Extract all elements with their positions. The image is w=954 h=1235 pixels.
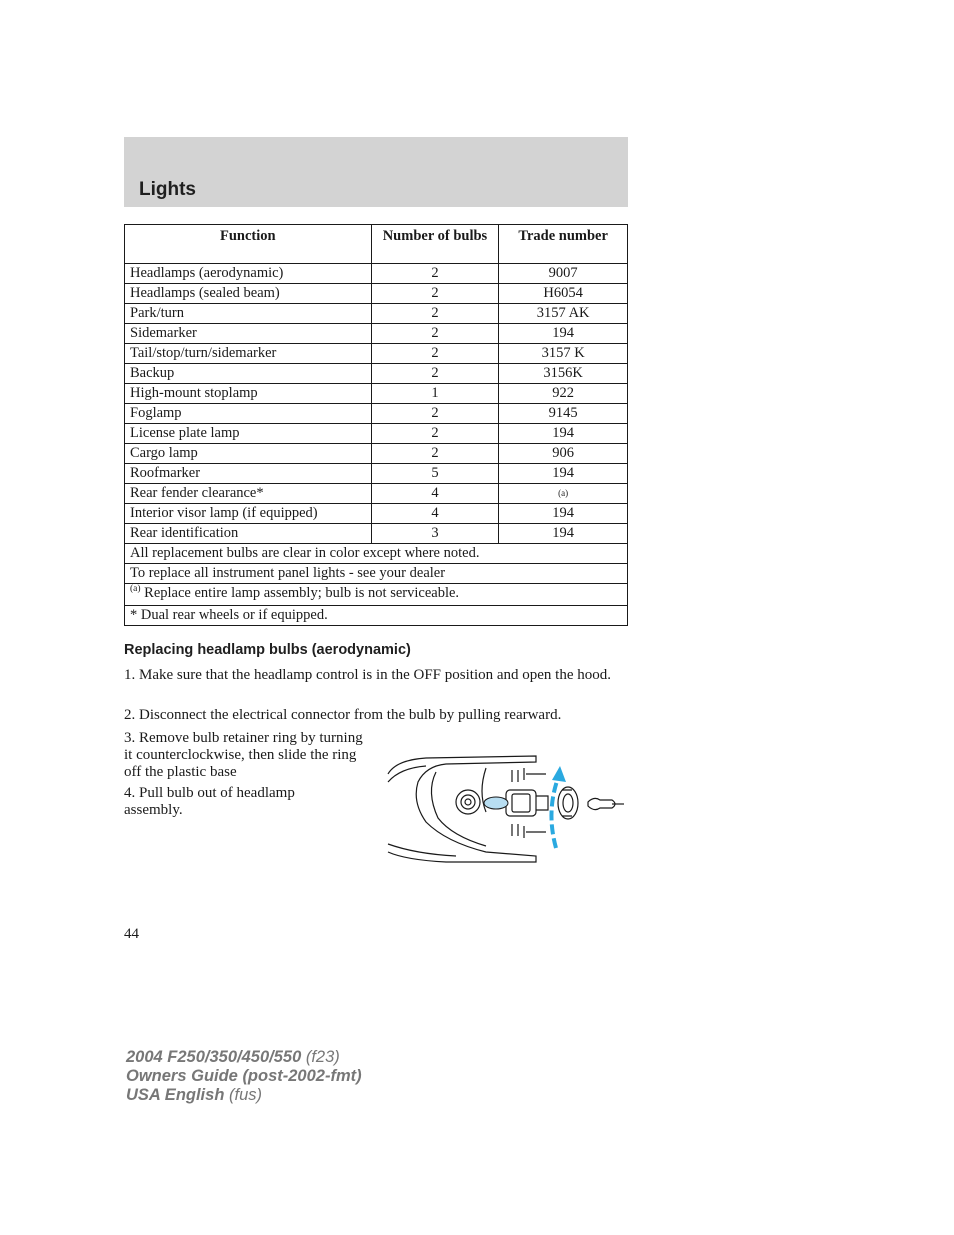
cell-bulbs: 4 xyxy=(371,504,499,524)
cell-function: Rear identification xyxy=(125,524,372,544)
cell-function: Backup xyxy=(125,364,372,384)
table-row xyxy=(125,464,628,484)
table-note-row xyxy=(125,606,628,626)
section-header-band xyxy=(124,137,628,207)
step-1: 1. Make sure that the headlamp control is in the OFF position and open the hood. xyxy=(124,667,612,683)
note-footnote-a xyxy=(125,584,628,606)
cell-trade: 922 xyxy=(499,384,628,404)
table-header-row xyxy=(125,225,628,264)
header-trade-number: Trade number xyxy=(499,225,628,264)
step-4: 4. Pull bulb out of headlamp assembly. xyxy=(124,785,295,818)
cell-function: Sidemarker xyxy=(125,324,372,344)
cell-function: Tail/stop/turn/sidemarker xyxy=(125,344,372,364)
footnote-text: Replace entire lamp assembly; bulb is not serviceable. xyxy=(144,585,460,601)
cell-trade: 3157 AK xyxy=(499,304,628,324)
headlamp-bulb-illustration xyxy=(386,752,626,867)
document-footer xyxy=(126,1048,362,1105)
cell-function: Headlamps (aerodynamic) xyxy=(125,264,372,284)
footer-language-code: (fus) xyxy=(229,1086,262,1104)
cell-trade: 194 xyxy=(499,324,628,344)
step-3: 3. Remove bulb retainer ring by turning it counterclockwise, then slide the ring off the plastic base xyxy=(124,730,363,780)
cell-function: Headlamps (sealed beam) xyxy=(125,284,372,304)
header-number-of-bulbs: Number of bulbs xyxy=(371,225,499,264)
cell-trade: 9007 xyxy=(499,264,628,284)
cell-bulbs: 5 xyxy=(371,464,499,484)
table-row xyxy=(125,384,628,404)
cell-bulbs: 2 xyxy=(371,304,499,324)
cell-trade: 3157 K xyxy=(499,344,628,364)
footer-line-3 xyxy=(126,1086,362,1105)
cell-bulbs: 2 xyxy=(371,264,499,284)
cell-bulbs: 2 xyxy=(371,424,499,444)
table-note-row xyxy=(125,564,628,584)
section-heading: Replacing headlamp bulbs (aerodynamic) xyxy=(124,642,411,658)
cell-trade: 906 xyxy=(499,444,628,464)
footer-language: USA English xyxy=(126,1086,225,1104)
footnote-marker: (a) xyxy=(130,584,141,594)
cell-trade: 194 xyxy=(499,504,628,524)
cell-bulbs: 2 xyxy=(371,404,499,424)
header-function: Function xyxy=(125,225,372,264)
cell-bulbs: 2 xyxy=(371,444,499,464)
table-row xyxy=(125,264,628,284)
cell-trade: 3156K xyxy=(499,364,628,384)
table-row xyxy=(125,504,628,524)
cell-bulbs: 2 xyxy=(371,364,499,384)
cell-trade: 194 xyxy=(499,524,628,544)
cell-function: Roofmarker xyxy=(125,464,372,484)
table-row xyxy=(125,424,628,444)
note-clear-bulbs: All replacement bulbs are clear in color except where noted. xyxy=(125,544,628,564)
cell-bulbs: 1 xyxy=(371,384,499,404)
step-2: 2. Disconnect the electrical connector from the bulb by pulling rearward. xyxy=(124,707,562,723)
footer-line-1 xyxy=(126,1048,362,1067)
footer-model: 2004 F250/350/450/550 xyxy=(126,1048,302,1066)
note-instrument-panel: To replace all instrument panel lights - see your dealer xyxy=(125,564,628,584)
cell-bulbs: 2 xyxy=(371,324,499,344)
cell-trade: 9145 xyxy=(499,404,628,424)
cell-bulbs: 2 xyxy=(371,284,499,304)
cell-trade: 194 xyxy=(499,464,628,484)
cell-bulbs: 3 xyxy=(371,524,499,544)
table-row xyxy=(125,484,628,504)
page-number: 44 xyxy=(124,926,139,942)
table-row xyxy=(125,364,628,384)
table-note-row xyxy=(125,544,628,564)
cell-trade: H6054 xyxy=(499,284,628,304)
footer-guide: Owners Guide (post-2002-fmt) xyxy=(126,1067,362,1085)
cell-bulbs: 2 xyxy=(371,344,499,364)
table-row xyxy=(125,324,628,344)
section-title: Lights xyxy=(139,179,196,200)
table-row xyxy=(125,344,628,364)
cell-function: High-mount stoplamp xyxy=(125,384,372,404)
cell-function: Foglamp xyxy=(125,404,372,424)
table-row xyxy=(125,304,628,324)
cell-trade: 194 xyxy=(499,424,628,444)
cell-trade-footnote: (a) xyxy=(499,484,628,504)
footer-line-2 xyxy=(126,1067,362,1086)
table-row xyxy=(125,284,628,304)
cell-function: Park/turn xyxy=(125,304,372,324)
cell-function: Interior visor lamp (if equipped) xyxy=(125,504,372,524)
cell-function: Cargo lamp xyxy=(125,444,372,464)
table-row xyxy=(125,524,628,544)
note-dual-rear-wheels: * Dual rear wheels or if equipped. xyxy=(125,606,628,626)
cell-function: License plate lamp xyxy=(125,424,372,444)
table-row xyxy=(125,444,628,464)
cell-function: Rear fender clearance* xyxy=(125,484,372,504)
table-row xyxy=(125,404,628,424)
bulb-table xyxy=(124,224,628,626)
footer-model-code: (f23) xyxy=(305,1048,340,1066)
headlamp-diagram-icon xyxy=(386,752,626,867)
table-note-row xyxy=(125,584,628,606)
cell-bulbs: 4 xyxy=(371,484,499,504)
